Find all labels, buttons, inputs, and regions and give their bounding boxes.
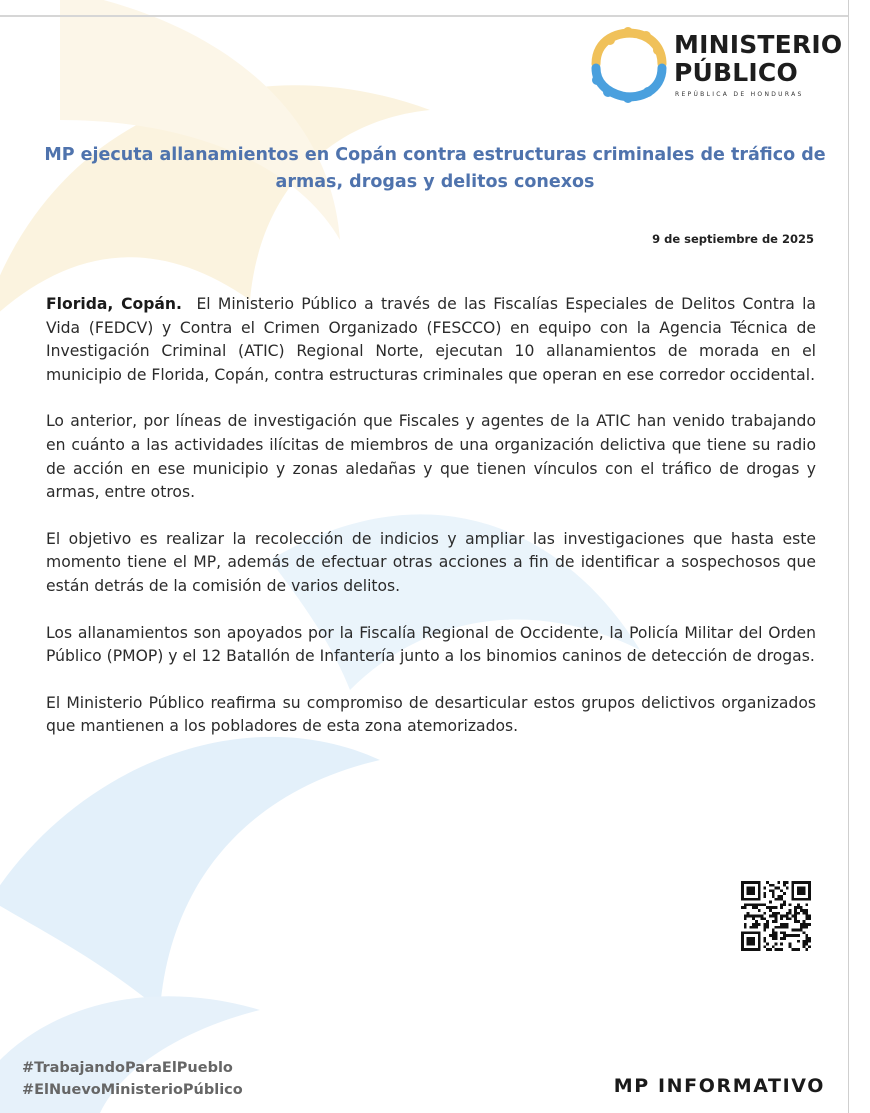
page-title: MP ejecuta allanamientos en Copán contra estructuras criminales de tráfico de armas, drogas y delitos conexos — [44, 145, 826, 192]
paragraph-3: El objetivo es realizar la recolección de indicios y ampliar las investigaciones que hasta este momento tiene el MP, además de efectuar otras acciones a fin de identificar a sospechosos que están detrás de la comisión de varios delitos. — [46, 529, 816, 595]
paragraph-2: Lo anterior, por líneas de investigación que Fiscales y agentes de la ATIC han venido trabajando en cuánto a las actividades ilícitas de miembros de una organización delictiva que tiene su radio de acción en ese municipio y zonas aledañas y que tienen vínculos con el tráfico de drogas y armas, entre otros. — [46, 412, 816, 502]
ministerio-publico-logo-icon — [588, 26, 668, 104]
ministerio-publico-logo — [588, 26, 843, 104]
hashtag-trabajando: #TrabajandoParaElPueblo — [22, 1060, 233, 1076]
logo-name-line-2: PÚBLICO — [674, 58, 798, 87]
page-edge — [848, 0, 849, 1113]
paragraph-5: El Ministerio Público reafirma su compromiso de desarticular estos grupos delictivos organizados que mantienen a los pobladores de esta zona atemorizados. — [46, 693, 816, 736]
article-body — [46, 293, 816, 762]
paragraph-4: Los allanamientos son apoyados por la Fiscalía Regional de Occidente, la Policía Militar del Orden Público (PMOP) y el 12 Batallón de Infantería junto a los binomios caninos de detección de drogas. — [46, 623, 816, 666]
footer-section-title: MP INFORMATIVO — [613, 1075, 825, 1097]
publication-date: 9 de septiembre de 2025 — [652, 232, 814, 246]
logo-subtitle: REPÚBLICA DE HONDURAS — [675, 91, 804, 98]
paragraph-1-text: El Ministerio Público a través de las Fiscalías Especiales de Delitos Contra la Vida (FEDCV) y Contra el Crimen Organizado (FESCCO) en equipo con la Agencia Técnica de Investigación Criminal (ATIC) Regional Norte, ejecutan 10 allanamientos de morada en el municipio de Florida, Copán, contra estructuras criminales que operan en ese corredor occidental. — [46, 295, 816, 384]
logo-name-line-1: MINISTERIO — [674, 30, 843, 59]
top-divider — [0, 15, 848, 17]
hashtags — [22, 1057, 243, 1101]
paragraph-1 — [46, 293, 816, 387]
hashtag-nuevo-ministerio: #ElNuevoMinisterioPúblico — [22, 1082, 243, 1098]
qr-code-icon — [741, 881, 811, 951]
dateline-place: Florida, Copán. — [46, 295, 182, 313]
